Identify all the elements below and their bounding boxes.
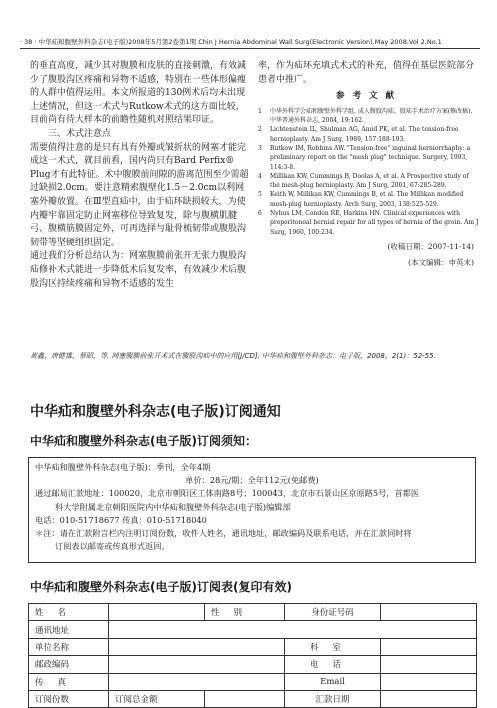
received-date: (收稿日期：2007-11-14) [387, 241, 474, 251]
form-title: 中华疝和腹壁外科杂志(电子版)订阅表(复印有效) [30, 580, 292, 594]
reference-list [258, 107, 480, 237]
notice-title: 中华疝和腹壁外科杂志(电子版)订阅通知 [30, 404, 281, 420]
reference-item: 4 Millikan KW, Cummings B, Doolas A, et al. A Prospective study of the mesh-plug hernioplasty. Am J Surg, 2001, 67:285-289. [258, 172, 469, 190]
address-line: 通过邮局汇款地址：100020，北京市朝阳区工体南路8号；100043，北京市石景山区京原路5号，首都医 [35, 488, 420, 499]
references-title: 参考文献 [335, 91, 402, 102]
unit-field[interactable] [109, 638, 285, 655]
body-paragraph: 通过我们分析总结认为：网塞腹膜前张开无张力腹股沟疝修补术式能进一步降低术后复发率，有效减少术后腹股沟区持续疼痛和异物不适感的发生 [30, 251, 247, 289]
body-paragraph: 需要值得注意的是只有具有外瓣或皱折状的网塞才能完成这一术式，就目前看，国内尚只有Bard Perfix® Plug才有此特征。术中腹膜前间隙的游离范围至少需超过缺损2.0cm。要注意精索腹壁化1.5－2.0cm以利网塞外瓣放置。在Ⅲ型直疝中，由于疝环缺损较大，为使内瓣牢靠固定防止网塞移位导致复发，除与腹横肌腱弓、腹横筋膜固定外，可再选择与耻骨梳韧带或腹股沟韧带等坚硬组织固定。 [30, 142, 249, 248]
postcode-field[interactable] [109, 656, 285, 673]
left-column [30, 60, 251, 291]
phone-label: 电话 [285, 656, 381, 673]
section-heading: 三、术式注意点 [48, 128, 112, 139]
header-divider [20, 48, 480, 49]
copies-label: 订阅份数 [29, 690, 109, 707]
gender-label: 性别 [205, 604, 285, 621]
note-line: 订阅表以邮寄或传真形式返回。 [55, 541, 170, 552]
subscription-info-box [28, 457, 476, 563]
body-paragraph: 的垂直高度，减少其对腹膜和皮肤的直接刺激，有效减少了腹股沟区疼痛和异物不适感，特别在一些体形偏瘦的人群中值得运用。本文所报道的130例术后均未出现上述情况，但这一术式与Rutkow术式的这方面比较，目前尚有待大样本的前瞻性随机对照结果印证。 [30, 61, 247, 126]
reference-item: 5 Keith W, Millikan KW, Cummings B, et al. The Millikan modified mesh-plug hernioplasty. Arch Surg, 2003, 138:525-529. [258, 191, 464, 208]
address-field[interactable] [109, 621, 477, 638]
table-row [29, 656, 477, 673]
total-amount-label: 订阅总金额 [109, 690, 205, 707]
running-header: · 38 · 中华疝和腹壁外科杂志(电子版)2008年5月第2卷第1期 Chin J Hernia Abdominal Wall Surg(Electronic Version),May 2008,Vol 2,No.1 [20, 38, 442, 46]
fax-field[interactable] [109, 673, 285, 690]
table-row [29, 690, 477, 707]
reference-item: 2 Lichtenstein IL, Shulman AG, Amid PK, et al. The tension-free hernioplasty. Am J Surg, 1989, 157:188-193. [258, 126, 459, 143]
price-line: 单价：28元/期；全年112元(免邮费) [185, 475, 319, 486]
table-row [29, 604, 477, 621]
note-line: ＊注：请在汇款附言栏内注明订阅份数，收件人姓名，通讯地址，邮政编码及联系电话，并在汇款同时将 [35, 528, 412, 539]
unit-label: 单位名称 [29, 638, 109, 655]
info-line: 中华疝和腹壁外科杂志(电子版)：季刊，全年4期 [35, 462, 211, 472]
remit-date-label: 汇款日期 [285, 690, 381, 707]
address-label: 通讯地址 [29, 621, 109, 638]
dept-label: 科室 [285, 638, 381, 655]
postcode-label: 邮政编码 [29, 656, 109, 673]
reference-item: 1 中华外科学会疝和腹壁外科学组. 成人腹股沟疝、股疝手术治疗方案(修改稿). 中华普通外科杂志, 2004, 19:162. [258, 107, 473, 125]
editor-credit: (本文编辑：申英末) [408, 257, 474, 267]
dept-field[interactable] [381, 638, 477, 655]
address-line: 科大学附属北京朝阳医院内中华疝和腹壁外科杂志(电子版)编辑部 [55, 501, 291, 512]
fax-label: 传真 [29, 673, 109, 690]
remit-date-field[interactable] [381, 690, 477, 707]
email-field[interactable] [381, 673, 477, 690]
body-paragraph: 率，作为疝环充填式术式的补充，值得在基层医院部分患者中推广。 [258, 61, 475, 85]
citation-line: 黄鑫，唐健雄，蔡昭，等. 网塞腹膜前张开术式在腹股沟疝中的应用[J/CD]. 中华疝和腹壁外科杂志：电子版，2008，2(1)：52-55. [30, 352, 436, 360]
id-number-label: 身份证号码 [285, 604, 381, 621]
subscribe-heading: 中华疝和腹壁外科杂志(电子版)订阅须知： [30, 434, 257, 448]
phone-field[interactable] [381, 656, 477, 673]
reference-item: 6 Nyhus LM, Condon RE, Harkins HN. Clinical experiences with preperitoneal hernial repair for all types of hernia of the groin. Am J Surg, 1960, 100:234. [258, 210, 479, 236]
right-column [258, 60, 480, 269]
name-field[interactable] [109, 604, 205, 621]
table-row [29, 673, 477, 690]
reference-item: 3 Rutkow IM, Robbins AW. "Tension-free" inguinal herniorrhaphy: a preliminary report on the "mesh plug" technique. Surgery, 1993, 114:3-8. [258, 144, 471, 171]
subscription-form [28, 603, 477, 708]
table-row [29, 638, 477, 655]
contact-line: 电话：010-51718677 传真：010-51718040 [35, 514, 207, 525]
id-number-field[interactable] [381, 604, 477, 621]
email-label: Email [285, 673, 381, 690]
total-amount-field[interactable] [205, 690, 285, 707]
name-label: 姓名 [29, 604, 109, 621]
table-row [29, 621, 477, 638]
